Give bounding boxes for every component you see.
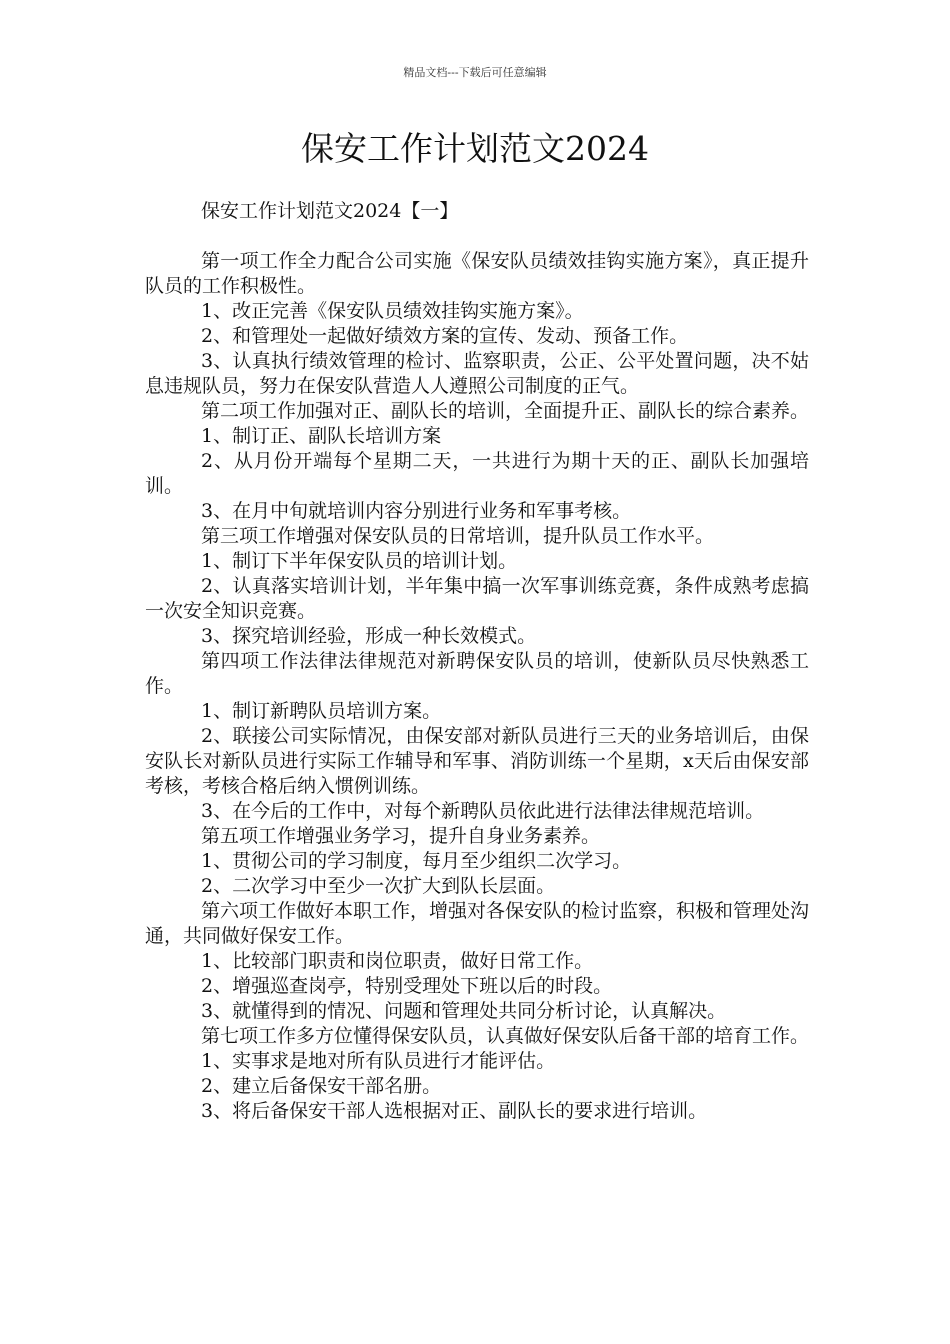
- paragraph: 3、探究培训经验，形成一种长效模式。: [201, 625, 537, 647]
- paragraph: 第五项工作增强业务学习，提升自身业务素养。: [201, 825, 601, 847]
- paragraph: 1、实事求是地对所有队员进行才能评估。: [201, 1050, 556, 1072]
- document-title: 保安工作计划范文2024: [301, 129, 649, 168]
- paragraph: 3、就懂得到的情况、问题和管理处共同分析讨论，认真解决。: [201, 1000, 727, 1022]
- document-subtitle: 保安工作计划范文2024【一】: [201, 200, 459, 222]
- paragraph: 2、从月份开端每个星期二天，一共进行为期十天的正、副队长加强培训。: [145, 450, 809, 497]
- paragraph: 2、二次学习中至少一次扩大到队长层面。: [201, 875, 556, 897]
- paragraph: 第七项工作多方位懂得保安队员，认真做好保安队后备干部的培育工作。: [201, 1025, 810, 1047]
- paragraph: 第六项工作做好本职工作，增强对各保安队的检讨监察，积极和管理处沟通，共同做好保安工作。: [145, 900, 810, 947]
- paragraph: 1、制订正、副队长培训方案: [201, 425, 442, 447]
- paragraph: 1、改正完善《保安队员绩效挂钩实施方案》。: [201, 300, 584, 322]
- paragraph: 1、比较部门职责和岗位职责，做好日常工作。: [201, 950, 594, 972]
- paragraph: 2、联接公司实际情况，由保安部对新队员进行三天的业务培训后，由保安队长对新队员进行实际工作辅导和军事、消防训练一个星期，x天后由保安部考核，考核合格后纳入惯例训练。: [145, 725, 809, 797]
- paragraph: 3、认真执行绩效管理的检讨、监察职责，公正、公平处置问题，决不姑息违规队员，努力在保安队营造人人遵照公司制度的正气。: [145, 350, 809, 397]
- paragraph: 3、在今后的工作中，对每个新聘队员依此进行法律法律规范培训。: [201, 800, 765, 822]
- paragraph: 2、和管理处一起做好绩效方案的宣传、发动、预备工作。: [201, 325, 689, 347]
- paragraph: 2、建立后备保安干部名册。: [201, 1075, 442, 1097]
- paragraph: 第四项工作法律法律规范对新聘保安队员的培训，使新队员尽快熟悉工作。: [145, 650, 809, 697]
- paragraph: 2、增强巡查岗亭，特别受理处下班以后的时段。: [201, 975, 613, 997]
- paragraph: 第二项工作加强对正、副队长的培训，全面提升正、副队长的综合素养。: [201, 400, 810, 422]
- paragraph: 1、制订下半年保安队员的培训计划。: [201, 550, 518, 572]
- paragraph: 第一项工作全力配合公司实施《保安队员绩效挂钩实施方案》，真正提升队员的工作积极性。: [145, 250, 809, 297]
- paragraph: 1、贯彻公司的学习制度，每月至少组织二次学习。: [201, 850, 632, 872]
- paragraph: 第三项工作增强对保安队员的日常培训，提升队员工作水平。: [201, 525, 715, 547]
- paragraph: 3、将后备保安干部人选根据对正、副队长的要求进行培训。: [201, 1100, 708, 1122]
- paragraph: 2、认真落实培训计划，半年集中搞一次军事训练竞赛，条件成熟考虑搞一次安全知识竞赛。: [145, 575, 809, 622]
- paragraph: 1、制订新聘队员培训方案。: [201, 700, 442, 722]
- paragraph: 3、在月中旬就培训内容分别进行业务和军事考核。: [201, 500, 632, 522]
- document-body: [145, 249, 809, 1124]
- page-header-note: 精品文档---下载后可任意编辑: [403, 66, 547, 79]
